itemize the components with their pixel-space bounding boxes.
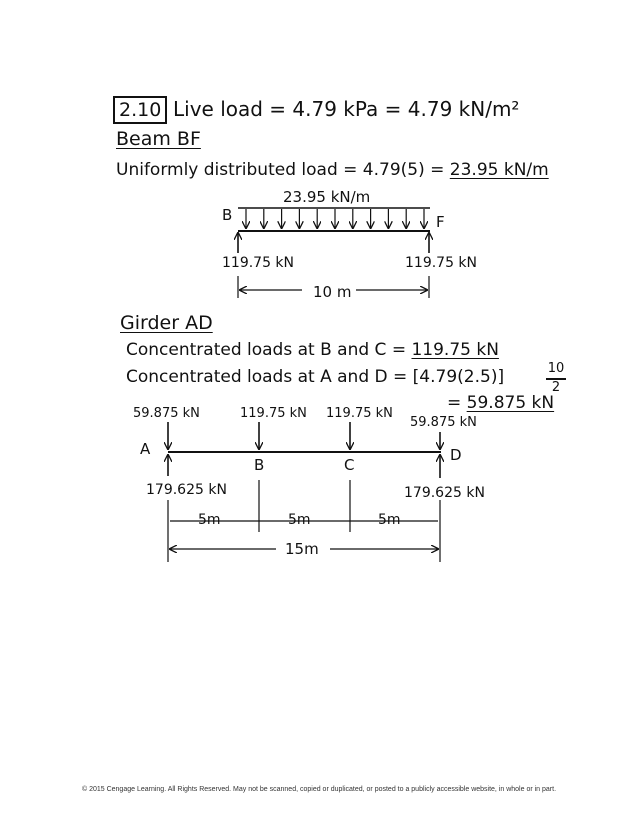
load-a-label: 59.875 kN [133, 406, 200, 421]
conc-loads-ad-text: Concentrated loads at A and D = [126, 367, 413, 387]
problem-number: 2.10 [113, 96, 167, 124]
span-ad-label: 15m [282, 540, 322, 558]
segment-bc-label: 5m [288, 512, 311, 528]
conc-loads-bc-value: 119.75 kN [411, 340, 499, 360]
span-bf-label: 10 m [310, 283, 354, 301]
reaction-b-label: 119.75 kN [222, 255, 295, 271]
load-b-label: 119.75 kN [240, 406, 307, 421]
fraction-numerator: 10 [547, 361, 565, 376]
copyright-footer: © 2015 Cengage Learning. All Rights Reserved. May not be scanned, copied or duplicated, or posted to a publicly accessible website, in whole or in part. [81, 786, 557, 793]
reaction-d-label: 179.625 kN [404, 485, 485, 501]
segment-ab-label: 5m [198, 512, 221, 528]
load-c-label: 119.75 kN [326, 406, 393, 421]
girder-label-d: D [450, 446, 462, 464]
conc-loads-ad-value: 59.875 kN [466, 393, 555, 413]
conc-loads-ad-bracket: [4.79(2.5)] [412, 367, 505, 387]
girder-dimension-lines [168, 480, 440, 562]
beam-label-b: B [222, 206, 233, 224]
conc-loads-bc-text: Concentrated loads at B and C = [126, 340, 412, 360]
load-d-label: 59.875 kN [410, 415, 477, 430]
beam-label-f: F [436, 213, 445, 231]
fraction-denominator: 2 [551, 380, 561, 395]
udl-result: 23.95 kN/m [449, 160, 549, 180]
conc-loads-ad-eq: = [447, 393, 467, 413]
reaction-f-label: 119.75 kN [405, 255, 478, 271]
girder-label-c: C [344, 456, 355, 474]
beam-bf-heading: Beam BF [116, 128, 201, 150]
girder-ad-heading: Girder AD [120, 312, 213, 334]
reaction-a-label: 179.625 kN [146, 482, 227, 498]
udl-equation-text: Uniformly distributed load = 4.79(5) = [116, 160, 450, 180]
udl-diagram-label: 23.95 kN/m [283, 188, 371, 206]
girder-label-a: A [140, 440, 151, 458]
girder-label-b: B [254, 456, 265, 474]
udl-arrows [246, 209, 424, 228]
live-load-statement: Live load = 4.79 kPa = 4.79 kN/m² [173, 97, 520, 121]
segment-cd-label: 5m [378, 512, 401, 528]
